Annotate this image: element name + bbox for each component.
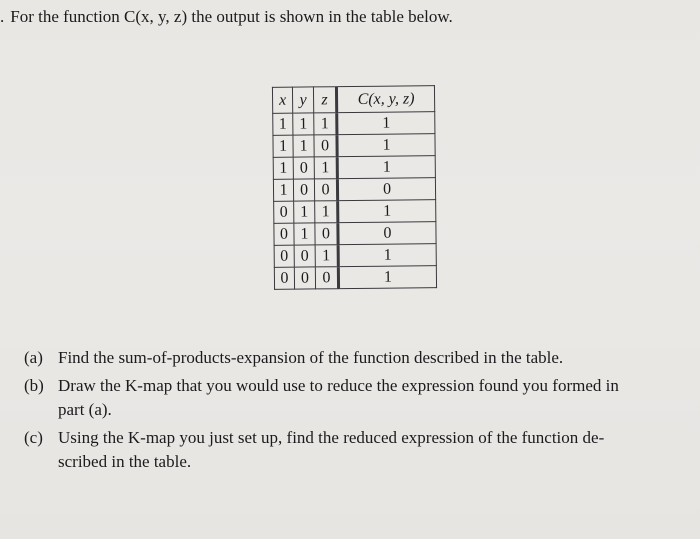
cell-z: 0	[314, 179, 337, 201]
question-label: (a)	[24, 348, 43, 367]
table-row	[273, 178, 435, 202]
cell-output: 0	[337, 178, 435, 201]
cell-y: 1	[293, 135, 314, 157]
header-output: C(x, y, z)	[336, 86, 434, 113]
problem-statement: For the function C(x, y, z) the output is shown in the table below.	[10, 7, 453, 26]
cell-y: 0	[294, 267, 315, 289]
question-b	[24, 374, 700, 422]
cell-output: 1	[338, 266, 436, 289]
problem-number: .	[0, 7, 5, 26]
question-text-line: part (a).	[58, 400, 112, 419]
cell-z: 1	[314, 157, 337, 179]
table-row	[273, 156, 435, 180]
header-y: y	[292, 87, 313, 113]
cell-y: 0	[294, 245, 315, 267]
table-row	[274, 244, 436, 268]
cell-z: 1	[315, 201, 338, 223]
cell-output: 1	[337, 134, 435, 157]
truth-table-header-row	[272, 86, 434, 114]
cell-x: 1	[273, 113, 293, 135]
header-z: z	[313, 87, 336, 113]
question-text-line: Draw the K-map that you would use to reduce the expression found you formed in	[58, 376, 619, 395]
cell-output: 1	[337, 112, 435, 135]
cell-x: 1	[273, 135, 293, 157]
truth-table	[272, 85, 437, 290]
question-list	[24, 346, 700, 478]
cell-output: 0	[338, 222, 436, 245]
question-a	[24, 346, 700, 370]
table-row	[273, 112, 435, 136]
cell-y: 0	[293, 157, 314, 179]
cell-y: 0	[293, 179, 314, 201]
cell-y: 1	[293, 113, 314, 135]
question-text-line: scribed in the table.	[58, 452, 192, 471]
question-c	[24, 426, 700, 474]
table-row	[274, 266, 436, 290]
cell-x: 1	[273, 157, 293, 179]
cell-x: 0	[274, 245, 294, 267]
question-label: (b)	[24, 376, 44, 395]
cell-output: 1	[338, 244, 436, 267]
cell-output: 1	[338, 200, 436, 223]
cell-z: 0	[314, 135, 337, 157]
cell-y: 1	[294, 201, 315, 223]
cell-z: 0	[315, 223, 338, 245]
problem-intro	[0, 7, 453, 27]
cell-x: 0	[274, 223, 294, 245]
table-row	[274, 222, 436, 246]
cell-x: 0	[274, 201, 294, 223]
question-label: (c)	[24, 428, 43, 447]
cell-y: 1	[294, 223, 315, 245]
cell-output: 1	[337, 156, 435, 179]
cell-z: 0	[315, 267, 338, 289]
table-row	[274, 200, 436, 224]
cell-z: 1	[315, 245, 338, 267]
table-row	[273, 134, 435, 158]
question-text-line: Find the sum-of-products-expansion of the function described in the table.	[58, 348, 564, 367]
cell-x: 0	[274, 267, 294, 289]
question-text-line: Using the K-map you just set up, find the reduced expression of the function de-	[58, 428, 605, 447]
header-x: x	[272, 87, 292, 113]
cell-z: 1	[314, 113, 337, 135]
cell-x: 1	[273, 179, 293, 201]
